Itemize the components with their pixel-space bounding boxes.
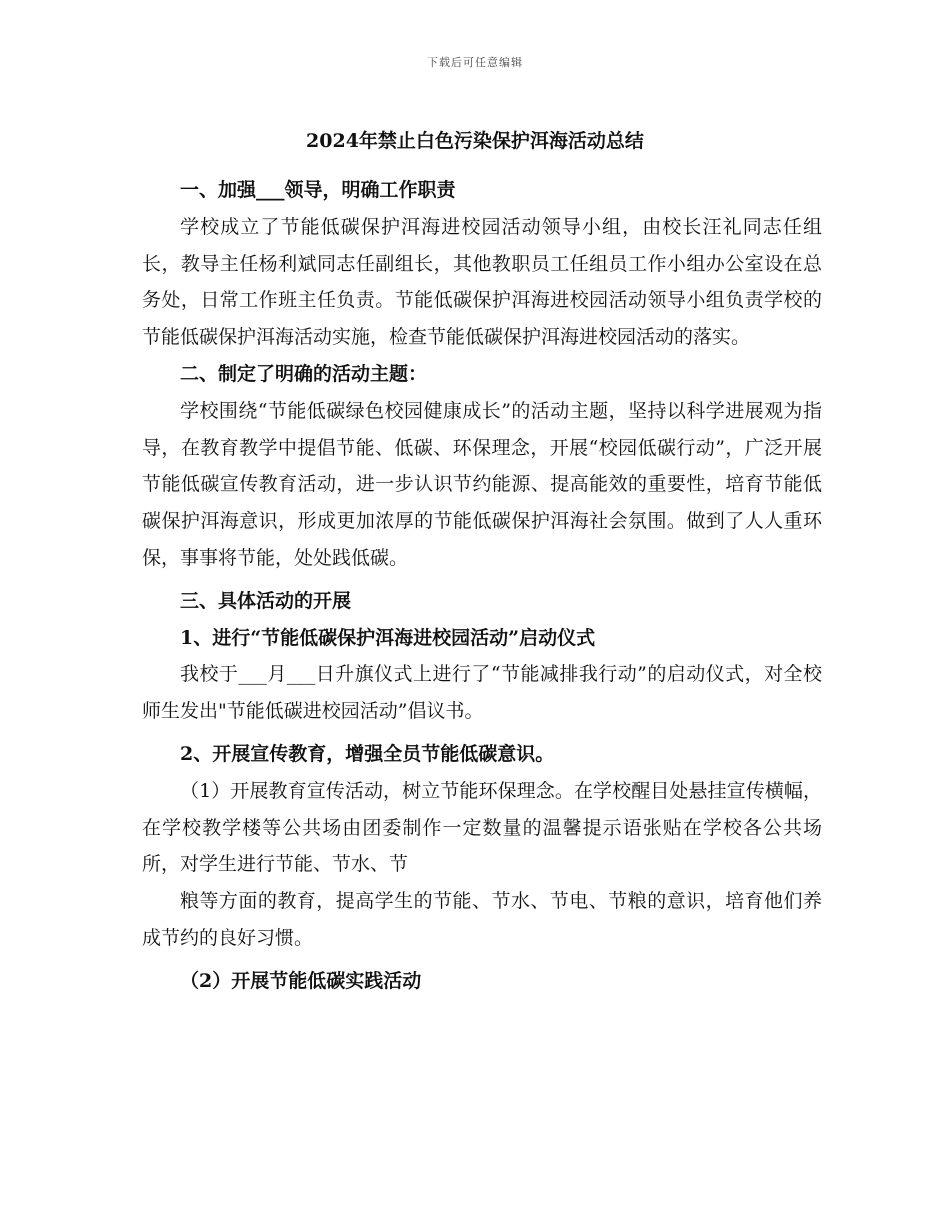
- paragraph-1: 学校成立了节能低碳保护洱海进校园活动领导小组，由校长汪礼同志任组长，教导主任杨利斌同志任副组长，其他教职员工任组员工作小组办公室设在总务处，日常工作班主任负责。节能低碳保护洱海进校园活动领导小组负责学校的节能低碳保护洱海活动实施，检查节能低碳保护洱海进校园活动的落实。: [142, 215, 822, 349]
- subsection-heading-3: （2）开展节能低碳实践活动: [180, 969, 422, 992]
- section-heading-1: 一、加强___领导，明确工作职责: [180, 179, 456, 201]
- paragraph-2: 学校围绕“节能低碳绿色校园健康成长”的活动主题，坚持以科学进展观为指导，在教育教学中提倡节能、低碳、环保理念，开展“校园低碳行动”，广泛开展节能低碳宣传教育活动，进一步认识节约能源、提高能效的重要性，培育节能低碳保护洱海意识，形成更加浓厚的节能低碳保护洱海社会氛围。做到了人人重环保，事事将节能，处处践低碳。: [142, 399, 822, 569]
- paragraph-3: 我校于___月___日升旗仪式上进行了“节能减排我行动”的启动仪式，对全校师生发出"节能低碳进校园活动”倡议书。: [142, 663, 822, 723]
- subsection-heading-2: 2、开展宣传教育，增强全员节能低碳意识。: [180, 742, 555, 765]
- section-heading-2: 二、制定了明确的活动主题：: [180, 362, 428, 385]
- section-heading-3: 三、具体活动的开展: [180, 589, 352, 612]
- document-title: 2024年禁止白色污染保护洱海活动总结: [306, 130, 644, 152]
- document-body: [142, 172, 822, 1000]
- header-note: 下载后可任意编辑: [427, 56, 523, 69]
- paragraph-4: （1）开展教育宣传活动，树立节能环保理念。在学校醒目处悬挂宣传横幅，在学校教学楼等公共场由团委制作一定数量的温馨提示语张贴在学校各公共场所，对学生进行节能、节水、节: [142, 779, 822, 876]
- paragraph-5: 粮等方面的教育，提高学生的节能、节水、节电、节粮的意识，培育他们养成节约的良好习惯。: [142, 890, 822, 949]
- subsection-heading-1: 1、进行“节能低碳保护洱海进校园活动”启动仪式: [180, 626, 596, 649]
